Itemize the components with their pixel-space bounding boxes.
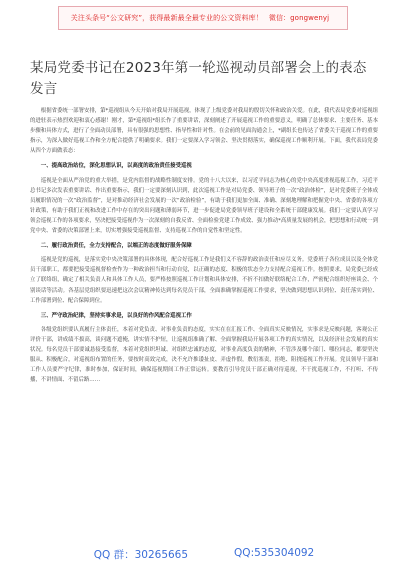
intro-paragraph: 根据省委统一部署安排，第*巡视组从今天开始对我局开展巡视，体现了上级党委对我局的殷切关怀和政治关爱。在此，我代表局党委对巡视组的进驻表示热烈欢迎和衷心感谢！刚才，第*巡视组*组长作了重要讲话，深刻阐述了开展巡视工作的重要意义，明确了总体要求、主要任务、基本步骤和具体方式，进行了全面动员部署，具有很强的思想性、指导性和针对性。在会前的见面沟通会上，*副组长也传达了省委关于巡视工作的重要指示，为深入做好巡视工作和全方配合提供了明确要求。我们一定要深入学习领会、坚决贯彻落实，确保巡视工作顺利开展。下面，我代表局党委从四个方面做表态： bbox=[30, 108, 378, 155]
document-title: 某局党委书记在2023年第一轮巡视动员部署会上的表态发言 bbox=[30, 60, 367, 97]
promo-banner-text: 关注头条号“公文研究”，获得最新最全最专业的公文资料库！ bbox=[70, 14, 263, 22]
section-paragraph: 各级党组织要认真履行主体责任，本着对党负责、对事业负责的态度，实实在在汇报工作、全面真实反映情况，实事求是反映问题，客观公正评价干部，讲成绩不拔高，谈问题不遮掩，讲实情不护短，让巡视组准确了解、全面掌握我局开展各项工作的真实情况，以及经济社会发展的真实状况。每名党员干部要诚恳接受监督，本着对党组织坦诚、对组织忠诚的态度，对事业高度负责的精神，不管涉及哪个部门、哪位同志，都要坚决服从、积极配合，对巡视组布置的任务，要按时高效完成，决不允许推诿扯皮、弄虚作假，敷衍塞责，拒绝、阻挠巡视工作开展。党员领导干部和工作人员要严守纪律，准时参加，保证时间，确保巡视期间工作正常运转。要教育引导党员干部正确对待巡视，不干扰巡视工作，不打听、不传播，不讲情面、不留后路…… bbox=[30, 326, 378, 384]
section-heading: 二、履行政治责任，全力支持配合，以端正的态度做好服务保障 bbox=[40, 243, 192, 250]
promo-banner[interactable] bbox=[58, 6, 348, 30]
qq-number: QQ:535304092 bbox=[234, 547, 315, 559]
section-heading: 一、提高政治站位，深化思想认识，以高度的政治责任接受巡视 bbox=[40, 163, 192, 170]
contact-footer bbox=[0, 547, 408, 562]
section-paragraph: 巡视是党的巡视，是落实党中央决策部署的具体体现，配合好巡视工作是我们义不容辞的政治责任和应尽义务。党委班子各位成员以及全体党员干部职工，都要把接受巡视督检查作为一种政治担当和行动自觉，以正确的态度、积极的状态全力支持配合巡视工作。按照要求，局党委已经成立了联络组，确定了相关负责人和具体工作人员，要严格按照巡视工作计划和具体安排，不折不扣做好联络配合工作，严密配合组织好座谈会、个别谈话等活动。各基层党组织要迅速把这次会议精神传达到每名党员干部，全面准确掌握巡视工作要求，坚决做到思想认识到位、责任落实到位、工作部署到位、配合保障到位。 bbox=[30, 257, 378, 304]
promo-banner-wechat: 微信：gongwenyj bbox=[268, 14, 330, 22]
section-paragraph: 巡视是全面从严治党的重大举措，是党内监督的战略性制度安排。党的十八大以来，以习近平同志为核心的党中央高度重视巡视工作，习近平总书记多次发表重要讲话、作出重要指示，我们一定要深刻认识到，此次巡视工作是对局党委、领导班子的一次“政治体检”，是对党委班子全体成员履职情况的一次“政治监督”，是对推动经济社会发展的一次“政治检验”，有助于我们更加全面、准确、深刻地理解和把握党中央、省委的各项方针政策，有助于我们正视和改进工作中存在的突出问题和薄弱环节，进一步促进局党委领导班子建设和全系统干部健康发展。我们一定要认真学习领会巡视工作的各项要求，坚决把接受巡视作为一次深刻的自我反省、全面检验党建工作成效、强力推动*高质量发展的机会，把思想和行动统一到党中央、省委的决策部署上来，切实增强接受巡视监督、支持巡视工作的自觉性和坚定性。 bbox=[30, 177, 378, 235]
qq-group-number: QQ 群：30265665 bbox=[93, 549, 189, 561]
document-body bbox=[30, 58, 378, 388]
section-heading: 三、严守政治纪律，坚持实事求是，以良好的作风配合巡视工作 bbox=[40, 312, 192, 319]
